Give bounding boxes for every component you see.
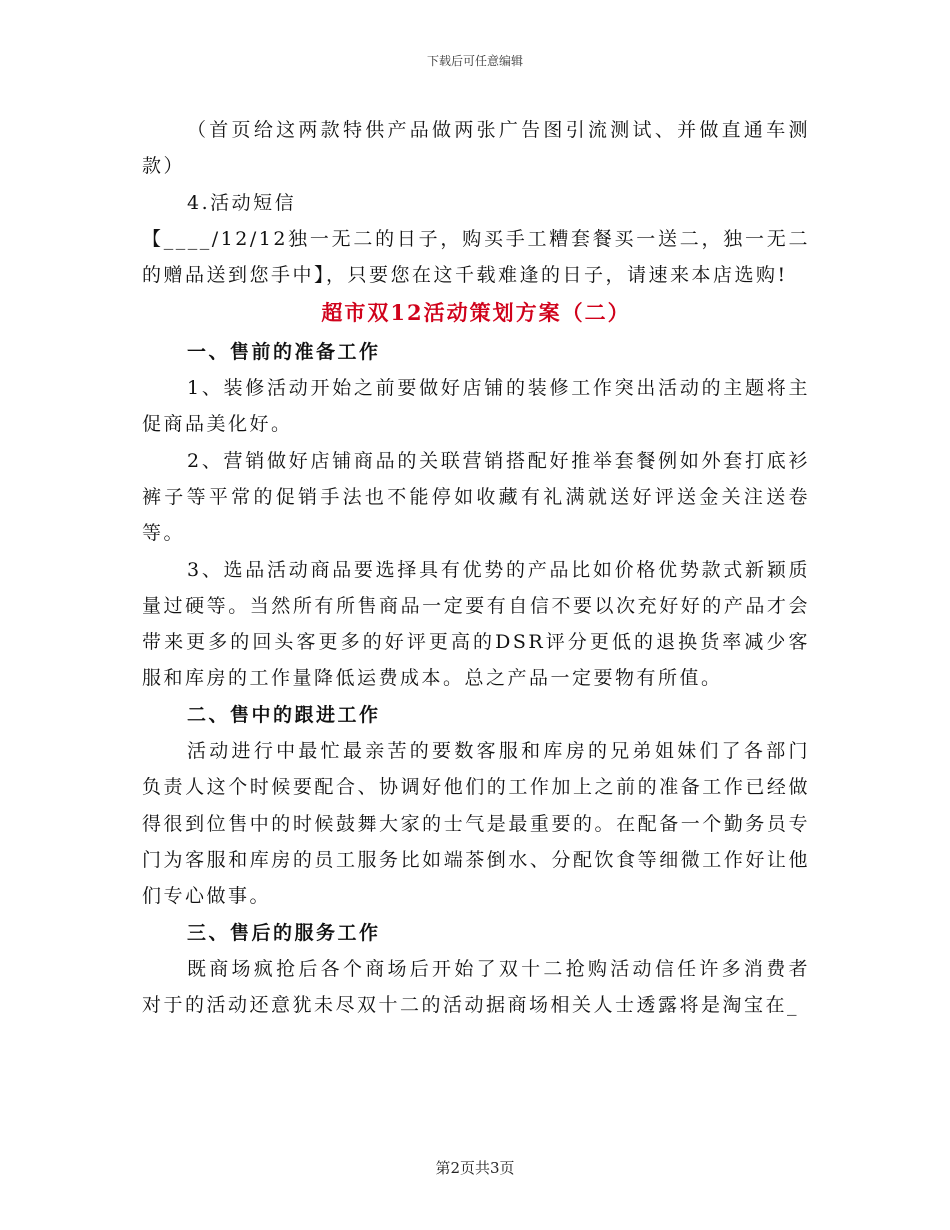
paragraph-after-sale: 既商场疯抢后各个商场后开始了双十二抢购活动信任许多消费者对于的活动还意犹未尽双十二的活动据商场相关人士透露将是淘宝在_ [142, 957, 810, 1017]
paragraph-product-selection: 3、选品活动商品要选择具有优势的产品比如价格优势款式新颖质量过硬等。当然所有所售商品一定要有自信不要以次充好好的产品才会带来更多的回头客更多的好评更高的DSR评分更低的退换货率减少客服和库房的工作量降低运费成本。总之产品一定要物有所值。 [142, 558, 810, 690]
paragraph-sms-content: 【____/12/12独一无二的日子，购买手工糟套餐买一送二，独一无二的赠品送到您手中】，只要您在这千载难逢的日子，请速来本店选购! [142, 227, 810, 287]
paragraph-homepage-note: （首页给这两款特供产品做两张广告图引流测试、并做直通车测款） [142, 119, 810, 178]
subheading-activity-sms: 4.活动短信 [187, 191, 297, 214]
heading-after-sale: 三、售后的服务工作 [187, 921, 381, 944]
paragraph-decoration: 1、装修活动开始之前要做好店铺的装修工作突出活动的主题将主促商品美化好。 [142, 377, 810, 436]
document-body [142, 112, 810, 1023]
page-footer: 第2页共3页 [435, 1159, 515, 1177]
paragraph-marketing: 2、营销做好店铺商品的关联营销搭配好推举套餐例如外套打底衫裤子等平常的促销手法也不能停如收藏有礼满就送好评送金关注送卷等。 [142, 449, 810, 545]
heading-presale: 一、售前的准备工作 [187, 340, 381, 363]
page-header: 下载后可任意编辑 [426, 54, 523, 68]
paragraph-in-sale: 活动进行中最忙最亲苦的要数客服和库房的兄弟姐妹们了各部门负责人这个时候要配合、协调好他们的工作加上之前的准备工作已经做得很到位售中的时候鼓舞大家的士气是最重要的。在配备一个勤务员专门为客服和库房的员工服务比如端茶倒水、分配饮食等细微工作好让他们专心做事。 [142, 740, 810, 908]
heading-in-sale: 二、售中的跟进工作 [187, 703, 381, 726]
section-title: 超市双12活动策划方案（二） [321, 300, 631, 326]
